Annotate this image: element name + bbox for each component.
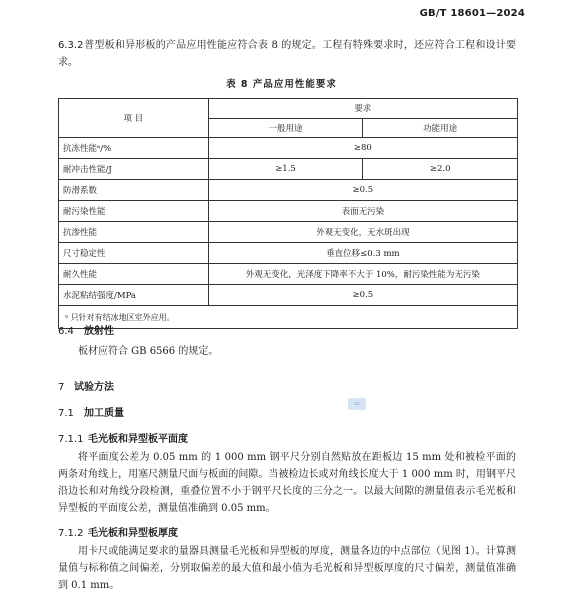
table-row bbox=[59, 285, 518, 306]
header-functional-use: 功能用途 bbox=[363, 118, 518, 138]
section-number: 7.1.2 bbox=[58, 528, 84, 539]
section-number: 6.4 bbox=[58, 326, 74, 337]
table-row bbox=[59, 243, 518, 264]
table-row bbox=[59, 264, 518, 285]
heading-7-1-2 bbox=[58, 524, 178, 539]
section-title: 放射性 bbox=[84, 326, 114, 337]
row-value: ≥0.5 bbox=[208, 180, 517, 201]
row-item: 防滑系数 bbox=[59, 180, 209, 201]
clause-7-1-1-text: 将平面度公差为 0.05 mm 的 1 000 mm 钢平尺分别自然贴放在距板边 15 mm 处和被检平面的两条对角线上，用塞尺测量尺面与板面的间隙。当被检边长或对角线长度大于 1 000 mm 时，用钢平尺沿边长和对角线分段检测，重叠位置不小于钢平尺长度的三分之一。以最大间隙的测量值表示毛光板和异型板的平面度公差，测量值准确到 0.05 mm。 bbox=[58, 452, 516, 514]
section-title: 试验方法 bbox=[74, 382, 114, 393]
row-item: 尺寸稳定性 bbox=[59, 243, 209, 264]
heading-7-1 bbox=[58, 404, 124, 419]
row-functional: ≥2.0 bbox=[363, 159, 518, 180]
heading-7 bbox=[58, 378, 114, 393]
row-value: ≥80 bbox=[208, 138, 517, 159]
clause-number: 6.3.2 bbox=[58, 40, 84, 51]
row-item: 抗渗性能 bbox=[59, 222, 209, 243]
watermark-logo: ▭ bbox=[348, 398, 366, 410]
table-footnote: ᵃ 只针对有结冰地区室外应用。 bbox=[59, 306, 518, 329]
row-item: 耐污染性能 bbox=[59, 201, 209, 222]
section-title: 毛光板和异型板平面度 bbox=[88, 434, 188, 445]
standard-code: GB/T 18601—2024 bbox=[419, 8, 525, 19]
heading-6-4 bbox=[58, 322, 114, 337]
clause-6-4-text: 板材应符合 GB 6566 的规定。 bbox=[78, 346, 219, 357]
table-row bbox=[59, 138, 518, 159]
section-title: 毛光板和异型板厚度 bbox=[88, 528, 178, 539]
table-title: 表 8 产品应用性能要求 bbox=[226, 79, 337, 90]
section-number: 7 bbox=[58, 382, 65, 393]
table-row bbox=[59, 180, 518, 201]
row-item: 水泥粘结强度/MPa bbox=[59, 285, 209, 306]
row-value: 外观无变化，光泽度下降率不大于 10%，耐污染性能为无污染 bbox=[208, 264, 517, 285]
heading-7-1-1 bbox=[58, 430, 188, 445]
clause-text: 普型板和异形板的产品应用性能应符合表 8 的规定。工程有特殊要求时，还应符合工程和设计要求。 bbox=[58, 40, 516, 68]
row-value: 垂直位移≤0.3 mm bbox=[208, 243, 517, 264]
header-item: 项 目 bbox=[59, 99, 209, 138]
clause-7-1-2-text: 用卡尺或能满足要求的量器具测量毛光板和异型板的厚度，测量各边的中点部位（见图 1）。计算测量值与标称值之间偏差，分别取偏差的最大值和最小值为毛光板和异型板厚度的尺寸偏差，测量值准确到 0.1 mm。 bbox=[58, 546, 516, 591]
header-general-use: 一般用途 bbox=[208, 118, 363, 138]
row-value: 外观无变化，无水斑出现 bbox=[208, 222, 517, 243]
row-item: 耐久性能 bbox=[59, 264, 209, 285]
row-item: 抗冻性能ᵃ/% bbox=[59, 138, 209, 159]
section-title: 加工质量 bbox=[84, 408, 124, 419]
section-number: 7.1.1 bbox=[58, 434, 84, 445]
performance-table bbox=[58, 98, 518, 329]
header-requirement: 要求 bbox=[208, 99, 517, 119]
table-row bbox=[59, 159, 518, 180]
table-row bbox=[59, 222, 518, 243]
table-row bbox=[59, 201, 518, 222]
row-item: 耐冲击性能/J bbox=[59, 159, 209, 180]
row-value: ≥0.5 bbox=[208, 285, 517, 306]
row-general: ≥1.5 bbox=[208, 159, 363, 180]
row-value: 表面无污染 bbox=[208, 201, 517, 222]
clause-6-3-2 bbox=[58, 37, 516, 71]
section-number: 7.1 bbox=[58, 408, 74, 419]
